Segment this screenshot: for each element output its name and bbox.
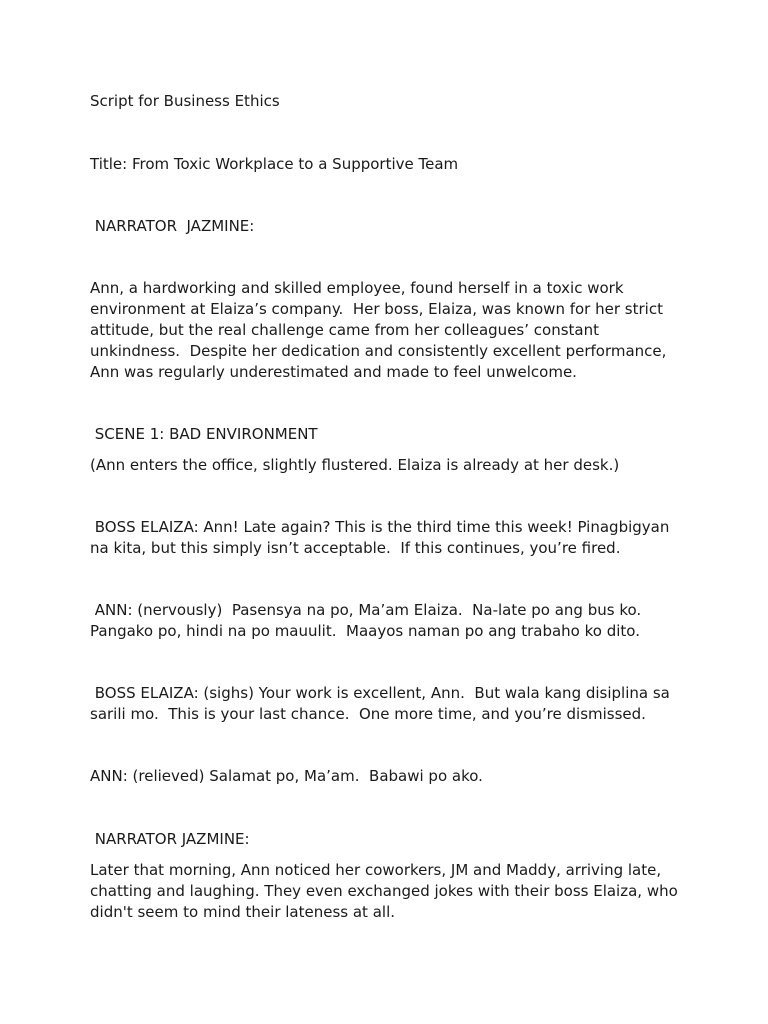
narrator-label-2: NARRATOR JAZMINE: (90, 830, 250, 848)
document-heading: Script for Business Ethics (90, 92, 280, 110)
narrator-label: NARRATOR JAZMINE: (90, 217, 255, 235)
intro-paragraph: Ann, a hardworking and skilled employee, found herself in a toxic work environment at Elaiza’s company. Her boss, Elaiza, was known for her strict attitude, but the real challenge came from her colleagues’ constant unkindness. Despite her dedication and consistently excellent performance, Ann was regularly underestimated and made to feel unwelcome. (90, 279, 672, 381)
dialogue-line-ann: ANN: (nervously) Pasensya na po, Ma’am Elaiza. Na-late po ang bus ko. Pangako po, hindi na po mauulit. Maayos naman po ang trabaho ko dito. (90, 601, 646, 640)
stage-direction: (Ann enters the office, slightly flustered. Elaiza is already at her desk.) (90, 456, 620, 474)
dialogue-line-boss-elaiza-2: BOSS ELAIZA: (sighs) Your work is excellent, Ann. But wala kang disiplina sa sarili mo. This is your last chance. One more time, and you’re dismissed. (90, 684, 675, 723)
dialogue-line-ann-2: ANN: (relieved) Salamat po, Ma’am. Babawi po ako. (90, 767, 483, 785)
scene-heading: SCENE 1: BAD ENVIRONMENT (90, 425, 318, 443)
script-title: Title: From Toxic Workplace to a Supportive Team (90, 155, 459, 173)
dialogue-line-boss-elaiza: BOSS ELAIZA: Ann! Late again? This is the third time this week! Pinagbigyan na kita, but this simply isn’t acceptable. If this continues, you’re fired. (90, 518, 675, 557)
narration-paragraph: Later that morning, Ann noticed her coworkers, JM and Maddy, arriving late, chatting and laughing. They even exchanged jokes with their boss Elaiza, who didn't seem to mind their lateness at all. (90, 861, 683, 921)
